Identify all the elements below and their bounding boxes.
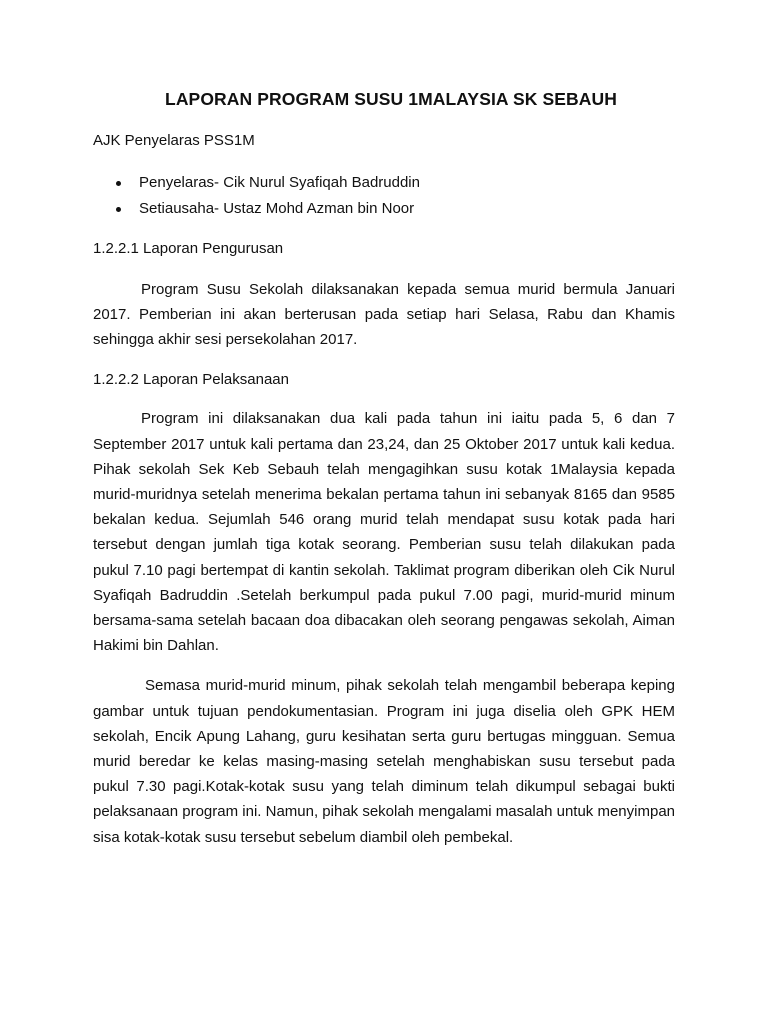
paragraph-management: Program Susu Sekolah dilaksanakan kepada semua murid bermula Januari 2017. Pemberian ini akan berterusan pada setiap hari Selasa, Rabu dan Khamis sehingga akhir sesi persekolahan 2017. <box>93 280 675 348</box>
document-body <box>93 86 675 850</box>
paragraph-implementation-2: Semasa murid-murid minum, pihak sekolah telah mengambil beberapa keping gambar untuk tujuan pendokumentasian. Program ini juga diselia oleh GPK HEM sekolah, Encik Apung Lahang, guru kesihatan serta guru bertugas mingguan. Semua murid beredar ke kelas masing-masing setelah menghabiskan susu tersebut pada pukul 7.30 pagi.Kotak-kotak susu yang telah diminum telah dikumpul sebagai bukti pelaksanaan program ini. Namun, pihak sekolah mengalami masalah untuk menyimpan sisa kotak-kotak susu tersebut sebelum diambil oleh pembekal. <box>93 677 675 846</box>
committee-member-text: Setiausaha- Ustaz Mohd Azman bin Noor <box>139 199 415 217</box>
paragraph-implementation-1: Program ini dilaksanakan dua kali pada tahun ini iaitu pada 5, 6 dan 7 September 2017 untuk kali pertama dan 23,24, dan 25 Oktober 2017 untuk kali kedua. Pihak sekolah Sek Keb Sebauh telah mengagihkan susu kotak 1Malaysia kepada murid-muridnya setelah menerima bekalan pertama tahun ini sebanyak 8165 dan 9585 bekalan kedua. Sejumlah 546 orang murid telah mendapat susu kotak pada hari tersebut dengan jumlah tiga kotak seorang. Pemberian susu telah dilakukan pada pukul 7.10 pagi bertempat di kantin sekolah. Taklimat program diberikan oleh Cik Nurul Syafiqah Badruddin .Setelah berkumpul pada pukul 7.00 pagi, murid-murid minum bersama-sama setelah bacaan doa dibacakan oleh seorang pengawas sekolah, Aiman Hakimi bin Dahlan. <box>93 410 675 655</box>
bullet-icon <box>116 207 121 212</box>
committee-label: AJK Penyelaras PSS1M <box>93 132 255 149</box>
section-heading-management: 1.2.2.1 Laporan Pengurusan <box>93 240 284 258</box>
committee-member-secretary <box>93 196 675 222</box>
committee-member-coordinator <box>93 170 675 196</box>
committee-member-text: Penyelaras- Cik Nurul Syafiqah Badruddin <box>139 174 420 192</box>
section-heading-implementation: 1.2.2.2 Laporan Pelaksanaan <box>93 371 289 389</box>
bullet-icon <box>116 181 121 186</box>
committee-list <box>93 170 675 221</box>
document-title: LAPORAN PROGRAM SUSU 1MALAYSIA SK SEBAUH <box>165 89 617 109</box>
